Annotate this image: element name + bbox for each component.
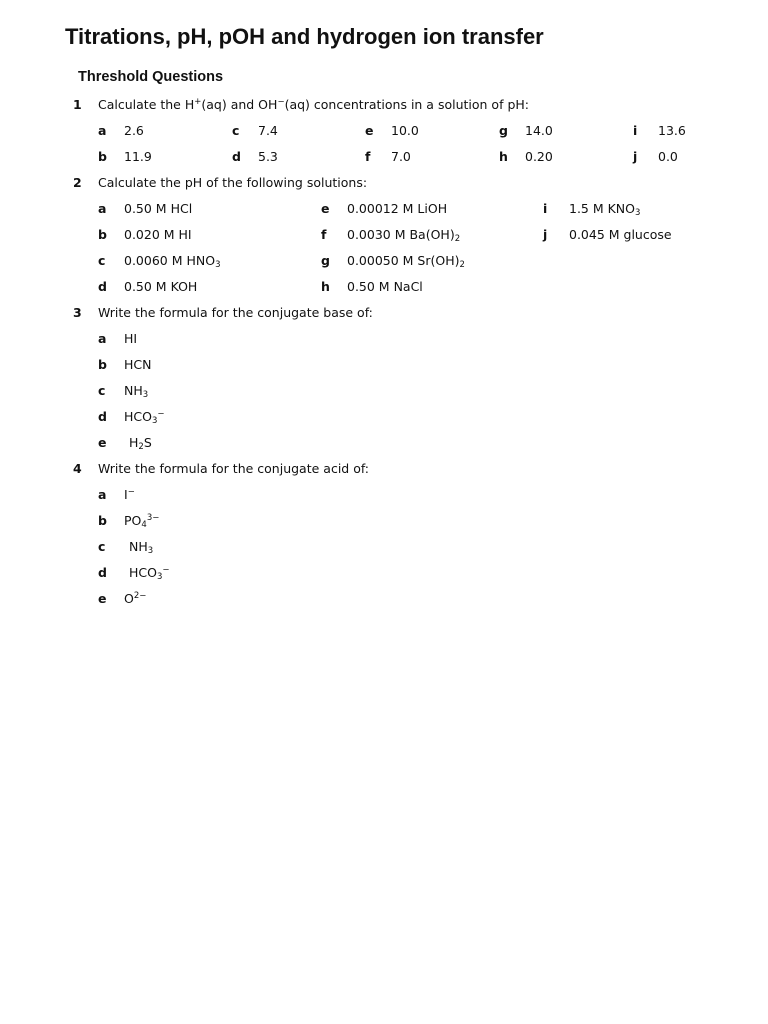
q2-item-label: a xyxy=(98,201,107,216)
question-2-number: 2 xyxy=(73,175,82,190)
q1-item-label: h xyxy=(499,149,508,164)
q2-item-value: 0.50 M HCl xyxy=(124,201,193,216)
q3-item-value: $NH_3$ xyxy=(124,383,149,400)
q2-item-label: e xyxy=(321,201,330,216)
q1-item-value: 10.0 xyxy=(391,123,419,138)
question-4-text: Write the formula for the conjugate acid of: xyxy=(98,461,370,476)
q1-item-value: 7.0 xyxy=(391,149,411,164)
q1-item-label: e xyxy=(365,123,374,138)
question-1-text: Calculate the H+(aq) and OH−(aq) concentrations in a solution of pH: xyxy=(98,97,529,112)
q4-item-value: $HCO_3^-$ xyxy=(129,565,170,582)
q3-item-label: b xyxy=(98,357,107,372)
q3-item-label: d xyxy=(98,409,107,424)
q4-item-label: b xyxy=(98,513,107,528)
q1-item-label: a xyxy=(98,123,107,138)
q2-item-label: g xyxy=(321,253,330,268)
q4-item-label: c xyxy=(98,539,106,554)
q2-item-label: c xyxy=(98,253,106,268)
q2-item-label: h xyxy=(321,279,330,294)
q3-item-label: c xyxy=(98,383,106,398)
q1-item-label: f xyxy=(365,149,371,164)
q2-item-value: 1.5 M $KNO_3$ xyxy=(569,201,641,218)
q4-item-label: e xyxy=(98,591,107,606)
q1-item-label: j xyxy=(633,149,638,164)
question-3-number: 3 xyxy=(73,305,82,320)
q3-item-value: HI xyxy=(124,331,138,346)
question-1-number: 1 xyxy=(73,97,82,112)
question-3-text: Write the formula for the conjugate base of: xyxy=(98,305,373,320)
q1-item-value: 0.20 xyxy=(525,149,553,164)
q3-item-value: $HCO_3^-$ xyxy=(124,409,165,426)
q4-item-value: $PO_4^{3-}$ xyxy=(124,513,160,530)
q2-item-value: 0.00012 M LiOH xyxy=(347,201,448,216)
q2-item-label: f xyxy=(321,227,327,242)
q1-item-label: b xyxy=(98,149,107,164)
q2-item-value: 0.020 M HI xyxy=(124,227,192,242)
section-heading: Threshold Questions xyxy=(78,69,224,85)
q4-item-label: a xyxy=(98,487,107,502)
q1-item-label: g xyxy=(499,123,508,138)
question-4-number: 4 xyxy=(73,461,82,476)
q4-item-value: $NH_3$ xyxy=(129,539,154,556)
q2-item-value: 0.00050 M $Sr(OH)_2$ xyxy=(347,253,465,270)
q2-item-label: d xyxy=(98,279,107,294)
q4-item-value: I− xyxy=(124,487,135,502)
q3-item-value: HCN xyxy=(124,357,152,372)
q2-item-value: 0.50 M NaCl xyxy=(347,279,423,294)
q1-item-value: 13.6 xyxy=(658,123,686,138)
q2-item-value: 0.0060 M $HNO_3$ xyxy=(124,253,221,270)
q2-item-label: j xyxy=(543,227,548,242)
q2-item-label: b xyxy=(98,227,107,242)
q1-item-value: 11.9 xyxy=(124,149,152,164)
q2-item-label: i xyxy=(543,201,548,216)
q4-item-value: $O^{2-}$ xyxy=(124,591,147,606)
q1-item-value: 14.0 xyxy=(525,123,553,138)
q3-item-value: $H_2S$ xyxy=(129,435,152,452)
q3-item-label: a xyxy=(98,331,107,346)
q1-item-value: 2.6 xyxy=(124,123,144,138)
q3-item-label: e xyxy=(98,435,107,450)
q1-item-value: 0.0 xyxy=(658,149,678,164)
q2-item-value: 0.0030 M $Ba(OH)_2$ xyxy=(347,227,461,244)
page-title: Titrations, pH, pOH and hydrogen ion transfer xyxy=(65,24,544,49)
q2-item-value: 0.045 M glucose xyxy=(569,227,672,242)
q4-item-label: d xyxy=(98,565,107,580)
question-2-text: Calculate the pH of the following solutions: xyxy=(98,175,368,190)
q1-item-label: i xyxy=(633,123,638,138)
q2-item-value: 0.50 M KOH xyxy=(124,279,198,294)
q1-item-value: 7.4 xyxy=(258,123,278,138)
q1-item-value: 5.3 xyxy=(258,149,278,164)
q1-item-label: c xyxy=(232,123,240,138)
q1-item-label: d xyxy=(232,149,241,164)
